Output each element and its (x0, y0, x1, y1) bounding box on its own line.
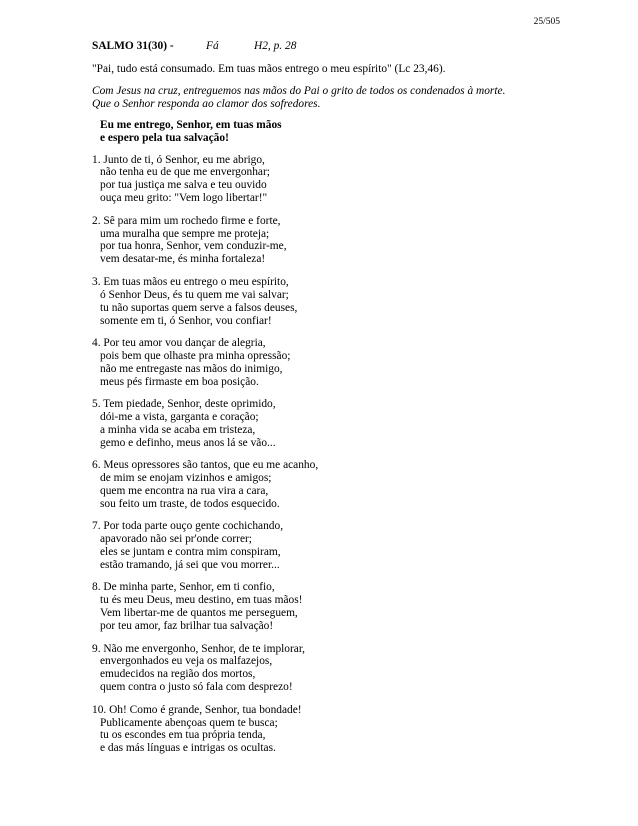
gospel-quote: "Pai, tudo está consumado. Em tuas mãos entrego o meu espírito" (Lc 23,46). (92, 63, 446, 75)
stanza-line: 1. Junto de ti, ó Senhor, eu me abrigo, (92, 153, 265, 166)
stanza-line: estão tramando, já sei que vou morrer... (100, 559, 280, 571)
refrain (100, 119, 562, 145)
stanza-line: gemo e definho, meus anos lá se vão... (100, 436, 276, 449)
stanza-line: somente em ti, ó Senhor, vou confiar! (100, 314, 272, 327)
stanza-line: uma muralha que sempre me proteja; (100, 227, 270, 240)
intro-line: Com Jesus na cruz, entreguemos nas mãos do Pai o grito de todos os condenados à morte. (92, 84, 506, 97)
stanza (92, 459, 562, 511)
stanza-line: tu és meu Deus, meu destino, em tuas mãos! (100, 594, 303, 607)
stanza-line: 2. Sê para mim um rochedo firme e forte, (92, 214, 281, 227)
stanza-line: 6. Meus opressores são tantos, que eu me acanho, (92, 459, 319, 472)
psalm-header (92, 40, 562, 53)
stanza-line: 10. Oh! Como é grande, Senhor, tua bondade! (92, 703, 302, 716)
stanza-line: sou feito um traste, de todos esquecido. (100, 497, 280, 510)
stanza-line: tu não suportas quem serve a falsos deuses, (100, 301, 298, 314)
stanza (92, 337, 562, 389)
stanza-line: por tua justiça me salva e teu ouvido (100, 179, 267, 192)
stanza-line: envergonhados eu veja os malfazejos, (100, 655, 273, 668)
refrain-line: e espero pela tua salvação! (100, 131, 229, 144)
stanza-line: apavorado não sei pr'onde correr; (100, 533, 252, 546)
stanza-line: não me entregaste nas mãos do inimigo, (100, 362, 283, 375)
stanza-line: ó Senhor Deus, és tu quem me vai salvar; (100, 288, 289, 301)
stanza-line: a minha vida se acaba em tristeza, (100, 423, 256, 436)
stanza-line: dói-me a vista, garganta e coração; (100, 410, 259, 423)
stanza (92, 398, 562, 450)
page-number: 25/505 (533, 17, 560, 27)
stanza-line: Vem libertar-me de quantos me perseguem, (100, 607, 298, 620)
stanza-line: 7. Por toda parte ouço gente cochichando, (92, 520, 284, 533)
stanza-line: Publicamente abençoas quem te busca; (100, 716, 278, 729)
stanza-line: emudecidos na região dos mortos, (100, 668, 256, 681)
psalm-document (92, 40, 562, 765)
stanza (92, 276, 562, 328)
stanza-line: por tua honra, Senhor, vem conduzir-me, (100, 240, 287, 253)
stanza (92, 154, 562, 206)
stanza-line: quem me encontra na rua vira a cara, (100, 484, 269, 497)
stanza-line: 9. Não me envergonho, Senhor, de te implorar, (92, 642, 306, 655)
stanza (92, 215, 562, 267)
stanza-line: de mim se enojam vizinhos e amigos; (100, 472, 272, 485)
stanza-line: 5. Tem piedade, Senhor, deste oprimido, (92, 398, 276, 411)
refrain-line: Eu me entrego, Senhor, em tuas mãos (100, 118, 282, 131)
stanza-line: vem desatar-me, és minha fortaleza! (100, 253, 266, 266)
stanza-line: eles se juntam e contra mim conspiram, (100, 546, 281, 559)
stanza-list (92, 154, 562, 756)
stanza-line: tu os escondes em tua própria tenda, (100, 729, 266, 742)
stanza-line: pois bem que olhaste pra minha opressão; (100, 349, 291, 362)
stanza-line: 8. De minha parte, Senhor, em ti confio, (92, 581, 275, 594)
stanza-line: meus pés firmaste em boa posição. (100, 375, 259, 388)
intro-text (92, 85, 562, 111)
stanza-line: 3. Em tuas mãos eu entrego o meu espírito, (92, 275, 289, 288)
stanza-line: ouça meu grito: "Vem logo libertar!" (100, 192, 268, 205)
stanza-line: não tenha eu de que me envergonhar; (100, 166, 270, 179)
intro-line: Que o Senhor responda ao clamor dos sofredores. (92, 97, 321, 110)
stanza-line: e das más línguas e intrigas os ocultas. (100, 742, 276, 755)
stanza (92, 704, 562, 756)
psalm-key: Fá (206, 40, 219, 52)
stanza-line: por teu amor, faz brilhar tua salvação! (100, 620, 274, 633)
stanza (92, 520, 562, 572)
psalm-reference: H2, p. 28 (254, 40, 297, 52)
stanza-line: quem contra o justo só fala com desprezo! (100, 681, 293, 694)
stanza-line: 4. Por teu amor vou dançar de alegria, (92, 336, 266, 349)
stanza (92, 643, 562, 695)
stanza (92, 581, 562, 633)
psalm-title: SALMO 31(30) - (92, 40, 174, 52)
